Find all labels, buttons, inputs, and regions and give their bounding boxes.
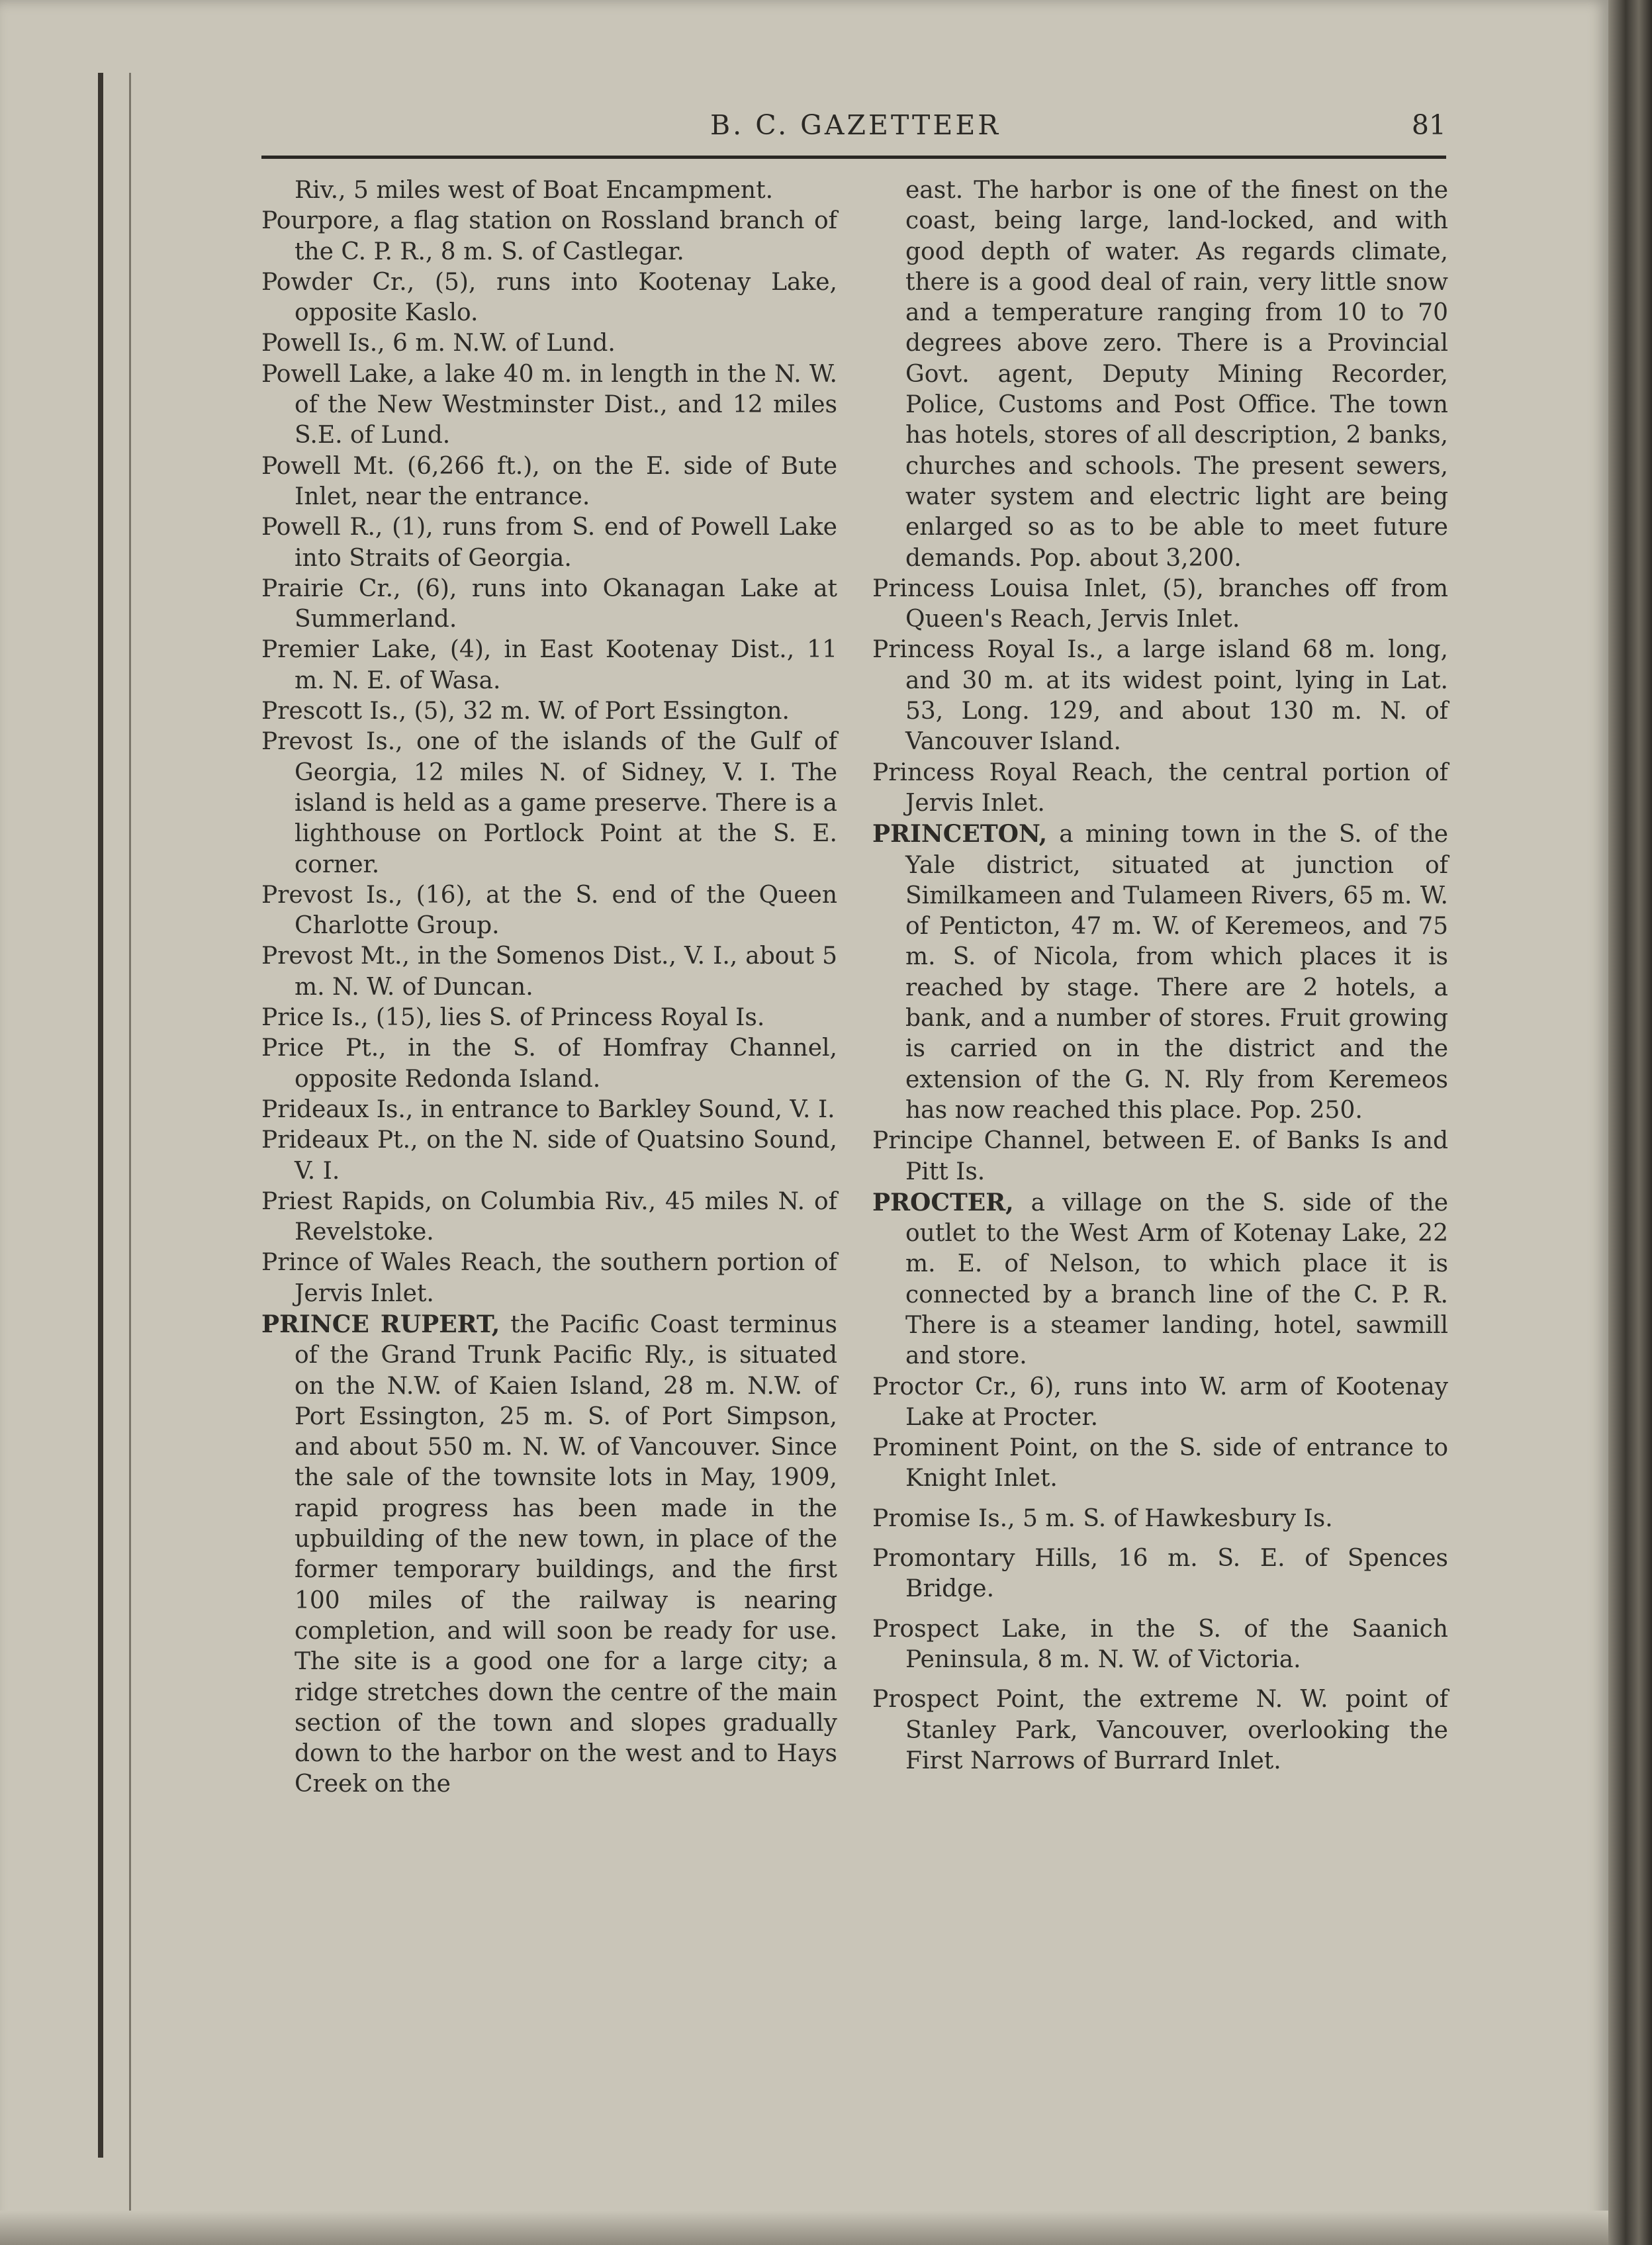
entry-text: Promontary Hills, 16 m. S. E. of Spences Bridge. <box>872 1545 1448 1603</box>
entry-text: Principe Channel, between E. of Banks Is and Pitt Is. <box>872 1127 1448 1185</box>
gazetteer-entry <box>872 1543 1448 1605</box>
right-column <box>872 175 1448 1776</box>
entry-text: Princess Royal Reach, the central portion of Jervis Inlet. <box>872 758 1448 817</box>
entry-heading: PRINCE RUPERT, <box>261 1310 500 1338</box>
entry-text: the Pacific Coast terminus of the Grand Trunk Pacific Rly., is situated on the N.W. of Kaien Island, 28 m. N.W. of Port Essington, 25 m. S. of Port Simpson, and about 550 m. N. W. of Vancouver. Since the sale of the townsite lots in May, 1909, rapid progress has been made in the upbuilding of the new town, in place of the former temporary buildings, and the first 100 miles of the railway is nearing completion, and will soon be ready for use. The site is a good one for a large city; a ridge stretches down the centre of the main section of the town and slopes gradually down to the harbor on the west and to Hays Creek on the <box>295 1310 838 1798</box>
entry-text: Proctor Cr., 6), runs into W. arm of Kootenay Lake at Procter. <box>872 1373 1448 1431</box>
gazetteer-entry <box>872 1372 1448 1434</box>
page-bottom-edge <box>0 2211 1608 2245</box>
entry-text: Prairie Cr., (6), runs into Okanagan Lake at Summerland. <box>261 574 837 633</box>
entry-text: Prospect Lake, in the S. of the Saanich Peninsula, 8 m. N. W. of Victoria. <box>872 1615 1448 1673</box>
page-number: 81 <box>1411 109 1446 141</box>
gazetteer-entry <box>261 880 837 942</box>
gazetteer-entry <box>872 1684 1448 1776</box>
gazetteer-entry <box>261 696 837 727</box>
entry-text: Powell Lake, a lake 40 m. in length in the N. W. of the New Westminster Dist., and 12 miles S.E. of Lund. <box>261 360 837 449</box>
gazetteer-entry <box>261 574 837 635</box>
gazetteer-entry <box>261 1309 837 1800</box>
entry-text: Pourpore, a flag station on Rossland branch of the C. P. R., 8 m. S. of Castlegar. <box>261 207 837 265</box>
entry-heading: PROCTER, <box>872 1188 1014 1216</box>
entry-text: Price Pt., in the S. of Homfray Channel, opposite Redonda Island. <box>261 1034 837 1093</box>
gazetteer-entry <box>261 1095 837 1125</box>
gazetteer-entry <box>872 819 1448 1126</box>
entry-text: a mining town in the S. of the Yale district, situated at junction of Similkameen and Tulameen Rivers, 65 m. W. of Penticton, 47 m. W. of Keremeos, and 75 m. S. of Nicola, from which places it is reached by stage. There are 2 hotels, a bank, and a number of stores. Fruit growing is carried on in the district and the extension of the G. N. Rly from Keremeos has now reached this place. Pop. 250. <box>905 821 1448 1124</box>
gazetteer-entry <box>261 175 837 206</box>
gazetteer-entry <box>261 1003 837 1033</box>
binding-edge <box>98 73 103 2158</box>
entry-text: Premier Lake, (4), in East Kootenay Dist., 11 m. N. E. of Wasa. <box>261 636 837 694</box>
gazetteer-entry <box>872 1614 1448 1676</box>
entry-text: Prospect Point, the extreme N. W. point of Stanley Park, Vancouver, overlooking the First Narrows of Burrard Inlet. <box>872 1686 1448 1774</box>
entry-text: Powder Cr., (5), runs into Kootenay Lake, opposite Kaslo. <box>261 268 837 327</box>
book-cover-edge <box>1608 0 1652 2245</box>
entry-text: Prince of Wales Reach, the southern portion of Jervis Inlet. <box>261 1249 837 1307</box>
gazetteer-entry <box>261 941 837 1003</box>
gazetteer-entry <box>872 1187 1448 1372</box>
gazetteer-entry <box>261 1187 837 1248</box>
gazetteer-entry <box>261 1125 837 1187</box>
left-column <box>261 175 837 1800</box>
entry-text: Promise Is., 5 m. S. of Hawkesbury Is. <box>872 1504 1333 1532</box>
entry-text: east. The harbor is one of the finest on the coast, being large, land-locked, and with good depth of water. As regards climate, there is a good deal of rain, very little snow and a temperature ranging from 10 to 70 degrees above zero. There is a Provincial Govt. agent, Deputy Mining Recorder, Police, Customs and Post Office. The town has hotels, stores of all description, 2 banks, churches and schools. The present sewers, water system and electric light are being enlarged so as to be able to meet future demands. Pop. about 3,200. <box>905 177 1448 572</box>
gazetteer-entry <box>261 512 837 574</box>
entry-text: Prideaux Is., in entrance to Barkley Sound, V. I. <box>261 1095 835 1123</box>
gazetteer-entry <box>872 574 1448 635</box>
gazetteer-entry <box>261 635 837 696</box>
gazetteer-entry <box>261 451 837 513</box>
gazetteer-entry <box>872 758 1448 819</box>
gazetteer-entry <box>872 1126 1448 1187</box>
entry-text: Price Is., (15), lies S. of Princess Royal Is. <box>261 1004 765 1032</box>
gazetteer-entry <box>261 727 837 880</box>
entry-text: Prideaux Pt., on the N. side of Quatsino Sound, V. I. <box>261 1126 837 1185</box>
entry-text: Princess Louisa Inlet, (5), branches off from Queen's Reach, Jervis Inlet. <box>872 574 1448 633</box>
entry-text: Prevost Is., (16), at the S. end of the Queen Charlotte Group. <box>261 881 837 940</box>
entry-text: Riv., 5 miles west of Boat Encampment. <box>295 177 774 204</box>
entry-text: Prevost Mt., in the Somenos Dist., V. I., about 5 m. N. W. of Duncan. <box>261 942 837 1001</box>
gazetteer-entry <box>261 328 837 359</box>
gazetteer-entry <box>872 175 1448 574</box>
entry-text: a village on the S. side of the outlet to the West Arm of Kotenay Lake, 22 m. E. of Nelson, to which place it is connected by a branch line of the C. P. R. There is a steamer landing, hotel, sawmill and store. <box>905 1189 1448 1370</box>
gazetteer-entry <box>261 359 837 451</box>
gazetteer-entry <box>261 267 837 329</box>
entry-text: Powell Mt. (6,266 ft.), on the E. side of Bute Inlet, near the entrance. <box>261 452 837 510</box>
gutter-line <box>129 73 131 2244</box>
entry-heading: PRINCETON, <box>872 820 1048 848</box>
gazetteer-entry <box>872 1433 1448 1494</box>
entry-text: Princess Royal Is., a large island 68 m. long, and 30 m. at its widest point, lying in Lat. 53, Long. 129, and about 130 m. N. of Vancouver Island. <box>872 636 1448 756</box>
entry-text: Prominent Point, on the S. side of entrance to Knight Inlet. <box>872 1434 1448 1492</box>
gazetteer-entry <box>872 1504 1448 1534</box>
gazetteer-entry <box>261 206 837 267</box>
gazetteer-entry <box>261 1248 837 1309</box>
page-title: B. C. GAZETTEER <box>710 109 1001 141</box>
entry-text: Powell Is., 6 m. N.W. of Lund. <box>261 330 616 357</box>
entry-text: Priest Rapids, on Columbia Riv., 45 miles N. of Revelstoke. <box>261 1187 837 1246</box>
entry-text: Powell R., (1), runs from S. end of Powell Lake into Straits of Georgia. <box>261 514 837 572</box>
running-header <box>261 109 1446 159</box>
gazetteer-entry <box>872 635 1448 757</box>
gazetteer-entry <box>261 1033 837 1095</box>
entry-text: Prevost Is., one of the islands of the Gulf of Georgia, 12 miles N. of Sidney, V. I. The island is held as a game preserve. There is a lighthouse on Portlock Point at the S. E. corner. <box>261 728 837 878</box>
entry-text: Prescott Is., (5), 32 m. W. of Port Essington. <box>261 698 790 725</box>
